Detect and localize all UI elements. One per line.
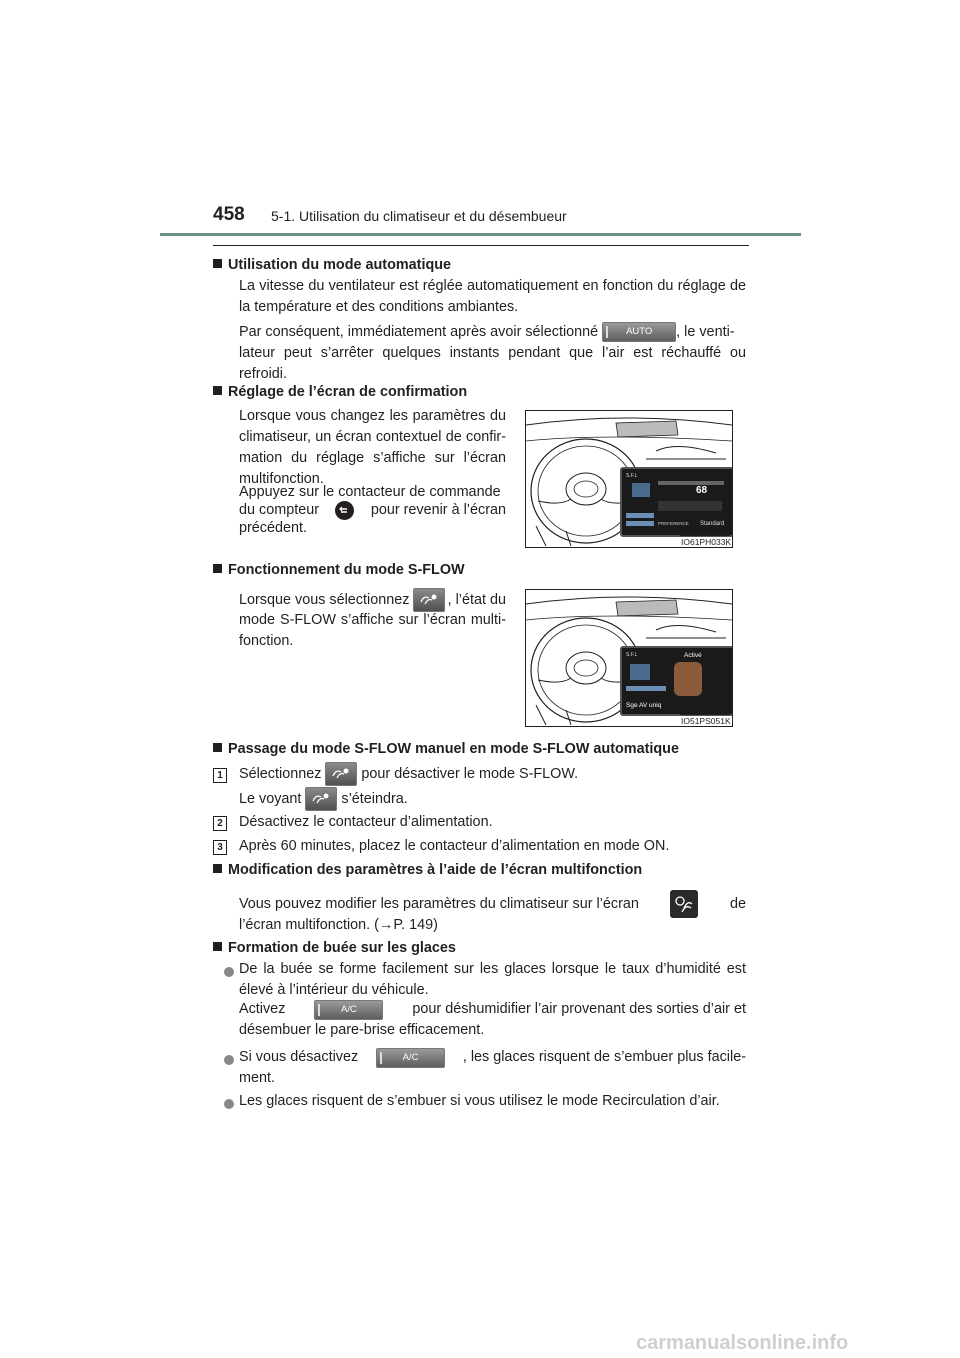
page-number: 458 <box>213 204 245 225</box>
step-number: 1 <box>213 768 227 783</box>
watermark: carmanualsonline.info <box>636 1332 849 1354</box>
confirmation-paragraph-2c: précédent. <box>239 520 308 536</box>
sflow-paragraph-line1: Lorsque vous sélectionnez , l’état du <box>239 588 506 612</box>
fog-bullet-2-line2: ment. <box>239 1070 275 1086</box>
multifunction-screen: S.F.L Activé Sge AV uniq <box>620 646 733 716</box>
bullet-icon <box>224 1096 234 1114</box>
heading-multifunction: Modification des paramètres à l’aide de l’écran multifonction <box>213 860 642 881</box>
heading-sflow-switch: Passage du mode S-FLOW manuel en mode S-FLOW automatique <box>213 739 679 760</box>
auto-button-icon: AUTO <box>602 322 676 342</box>
square-bullet-icon <box>213 942 222 951</box>
step-number: 2 <box>213 816 227 831</box>
fan-icon <box>630 664 650 680</box>
heading-confirmation: Réglage de l’écran de confirmation <box>213 382 467 403</box>
heading-sflow: Fonctionnement du mode S-FLOW <box>213 560 465 581</box>
sflow-paragraph-line2: mode S-FLOW s’affiche sur l’écran multi-fonction. <box>239 612 506 649</box>
figure-id: IO51PS051K <box>681 716 731 726</box>
step-1: 1 Sélectionnez pour désactiver le mode S-FLOW. <box>213 762 578 786</box>
heading-fog: Formation de buée sur les glaces <box>213 938 456 959</box>
fan-icon <box>632 483 650 497</box>
auto-mode-paragraph-1: La vitesse du ventilateur est réglée automatiquement en fonction du réglage de la température et des conditions ambiantes. <box>239 278 746 315</box>
square-bullet-icon <box>213 386 222 395</box>
confirmation-paragraph-2a: Appuyez sur le contacteur de commande <box>239 484 501 500</box>
square-bullet-icon <box>213 864 222 873</box>
ac-button-icon: A/C <box>376 1048 445 1068</box>
confirmation-paragraph-1: Lorsque vous changez les paramètres du climatiseur, un écran contextuel de confir-mation du réglage s’affiche sur l’écran multifonction. <box>239 408 506 487</box>
figure-sflow <box>525 589 733 727</box>
header-rule <box>160 233 801 236</box>
step-1-sub: Le voyant s’éteindra. <box>239 787 408 811</box>
square-bullet-icon <box>213 564 222 573</box>
fog-bullet-1-line3: Activez A/C pour déshumidifier l’air provenant des sorties d’air et <box>239 999 746 1020</box>
heading-auto-mode: Utilisation du mode automatique <box>213 255 451 276</box>
multifunction-screen: S.F.L 68 PREFERENCE Standard <box>620 467 733 537</box>
step-number: 3 <box>213 840 227 855</box>
fog-bullet-1-line4: désembuer le pare-brise efficacement. <box>239 1022 485 1038</box>
auto-mode-paragraph-2: Par conséquent, immédiatement après avoir sélectionné AUTO , le venti- <box>239 322 746 343</box>
multifunction-paragraph-line2: l’écran multifonction. (→P. 149) <box>239 917 438 933</box>
square-bullet-icon <box>213 259 222 268</box>
figure-confirmation <box>525 410 733 548</box>
fog-bullet-2: Si vous désactivez A/C , les glaces risquent de s’embuer plus facile- <box>239 1047 746 1068</box>
fog-bullet-1: De la buée se forme facilement sur les glaces lorsque le taux d’humidité est élevé à l’intérieur du véhicule. <box>239 961 746 998</box>
step-2: 2 Désactivez le contacteur d’alimentation. <box>213 812 493 833</box>
sflow-indicator-icon <box>305 787 337 811</box>
step-3: 3 Après 60 minutes, placez le contacteur d’alimentation en mode ON. <box>213 836 669 857</box>
bullet-icon <box>224 1052 234 1070</box>
ac-button-icon: A/C <box>314 1000 383 1020</box>
chapter-title: 5-1. Utilisation du climatiseur et du désembueur <box>271 208 567 224</box>
climate-settings-icon <box>670 890 698 918</box>
multifunction-paragraph-line1: Vous pouvez modifier les paramètres du climatiseur sur l’écran de <box>239 890 746 918</box>
auto-mode-paragraph-2b: lateur peut s’arrêter quelques instants pendant que l’air est réchauffé ou refroidi. <box>239 345 746 382</box>
confirmation-paragraph-2b: du compteur pour revenir à l’écran <box>239 502 506 518</box>
figure-id: IO61PH033K <box>681 537 732 547</box>
square-bullet-icon <box>213 743 222 752</box>
sflow-button-icon <box>325 762 357 786</box>
section-rule <box>213 245 749 246</box>
seat-icon <box>674 662 702 696</box>
bullet-icon <box>224 964 234 982</box>
sflow-button-icon <box>413 588 445 612</box>
fog-bullet-3: Les glaces risquent de s’embuer si vous utilisez le mode Recirculation d’air. <box>239 1093 720 1109</box>
